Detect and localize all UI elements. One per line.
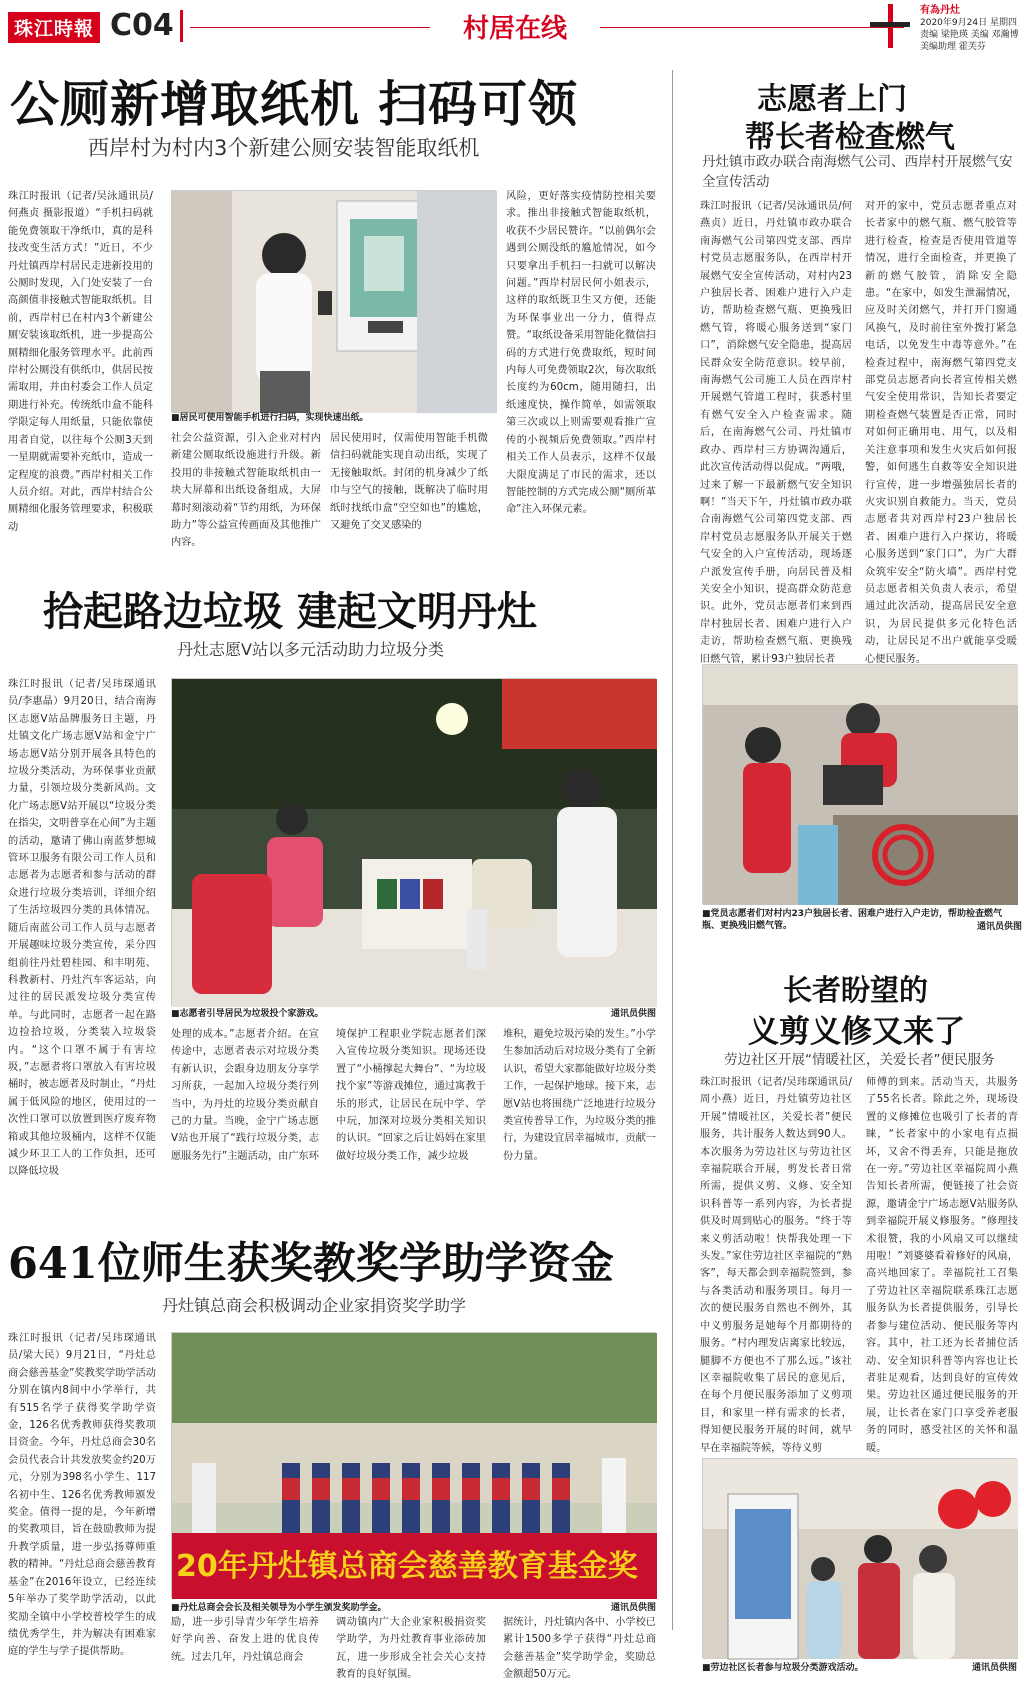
story1-column-4: 风险，更好落实疫情防控相关要求。推出非接触式智能取纸机，收获不少居民赞许。“以前偶尔会遇到公厕没纸的尴尬情况，如今只要拿出手机扫一扫就可以解决问题。”西岸村居民何小姐表示，这样的取纸既卫生又方便，还能为环保事业出一分力，值得点赞。“取纸设备采用智能化微信扫码的方式进行免费取纸，短时间内每人可免费领取2次，每次取纸长度约为60cm，随用随扫，出纸速度快，操作简单，如需领取第三次或以上则需要观看推广宣传的小视频后免费领取。”西岸村相关工作人员表示，这样不仅最大限度满足了市民的需求，还以智能控制的方式完成公厕“厕所革命”注入环保元素。	[506, 191, 656, 516]
story2-column-1: 珠江时报讯（记者/吴泳通讯员/何燕贞）近日，丹灶镇市政办联合南海燃气公司第四党支部、西岸村党员志愿服务队，在西岸村开展燃气安全宣传活动，对村内23户独居长者、困难户进行入户走访，帮助检查燃气瓶、更换残旧燃气管，将暖心服务送到“家门口”，消除燃气安全隐患，提高居民群众安全防范意识。较早前，南海燃气公司施工人员在西岸村开展燃气管道工程时，获悉村里有燃气安全入户检查需求。随后，在南海燃气公司、丹灶镇市政办、西岸村三方协调沟通后，此次宣传活动得以促成。“两哦，过来了解一下最新燃气安全知识啊！”当天下午，丹灶镇市政办联合南海燃气公司第四党支部、西岸村党员志愿服务队开展关于燃气安全的入户宣传活动，现场逐户派发宣传手册，向居民普及相关安全小知识，提高群众防范意识。此外，党员志愿者们来到西岸村独居长者、困难户进行入户走访，帮助检查燃气瓶、更换残旧燃气管，累计93户独居长者	[700, 201, 852, 665]
story5-column-2: 励，进一步引导青少年学生培养好学向善、奋发上进的优良传统。过去几年，丹灶镇总商会	[171, 1617, 319, 1663]
story5-subtitle: 丹灶镇总商会积极调动企业家捐资奖学助学	[162, 1296, 467, 1315]
story3-column-3: 境保护工程职业学院志愿者们深入宣传垃圾分类知识。现场还设置了“小桶撑起大舞台”、“为垃圾找个家”等游戏摊位，通过寓教于乐的形式，让居民在玩中学、学中玩，加深对垃圾分类相关知识的认识。“回家之后让妈妈在家里做好垃圾分类工作，减少垃圾	[336, 1029, 486, 1162]
story5-column-1: 珠江时报讯（记者/吴玮琛通讯员/梁大民）9月21日，“丹灶总商会慈善基金”奖教奖学助学活动分别在镇内8间中小学举行，共有515名学子获得奖学助学资金，126名优秀教师获得奖教项目资金。今年，丹灶总商会30名会员代表合计共发放奖金约20万元，分别为398名小学生、117名初中生、126名优秀教师颁发奖金。值得一提的是，今年新增的奖教项目，旨在鼓励教师为提升教学质量，进一步弘扬尊师重教的精神。“丹灶总商会慈善教育基金”在2016年设立，已经连续5年举办了奖学助学活动，以此奖励全镇中小学校普校学生的成绩优秀学生，并为解决有困难家庭的学生与学子提供帮助。	[8, 1333, 156, 1658]
story5-column-3: 调动镇内广大企业家积极捐资奖学助学，为丹灶教育事业添砖加瓦，进一步形成全社会关心支持教育的良好氛围。	[336, 1617, 486, 1681]
divider	[180, 10, 183, 42]
story1-photo-caption: ■居民可使用智能手机进行扫码，实现快速出纸。	[171, 413, 369, 423]
story4-subtitle: 劳边社区开展“情暖社区，关爱长者”便民服务	[724, 1052, 995, 1068]
story4-title-line1: 长者盼望的	[783, 973, 929, 1007]
brand-label: 有為丹灶	[920, 5, 960, 16]
masthead	[0, 0, 1024, 52]
story1-subtitle: 西岸村为村内3个新建公厕安装智能取纸机	[88, 136, 480, 160]
story2-photo-credit: 通讯员供图	[976, 922, 1022, 932]
story3-column-1: 珠江时报讯（记者/吴玮琛通讯员/李惠晶）9月20日，结合南海区志愿V站品牌服务日主题，丹灶镇文化广场志愿V站和金宁广场志愿V站分别开展各具特色的垃圾分类活动，为环保事业贡献力量，引领垃圾分类新风尚。文化广场志愿V站开展以“垃圾分类在指尖，文明普享在心间”为主题的活动，邀请了佛山南蓝梦想城管环卫服务有限公司工作人员和志愿者为志愿者和参与活动的群众进行垃圾分类培训，详细介绍了生活垃圾四分类的具体情况。随后南蓝公司工作人员与志愿者开展趣味垃圾分类宣传，采分四组前往丹灶碧桂园、和丰明苑、科教新村、丹灶汽车客运站，向过往的居民派发垃圾分类宣传单。与此同时，志愿者一起在路边捡拾垃圾，分类装入垃圾袋内。“这个口罩不属于有害垃圾，”志愿者将口罩放入有害垃圾桶时，被志愿者及时制止，“丹灶属于低风险的地区，使用过的一次性口罩可以放置到医疗废弃物箱或其他垃圾桶内，这样不仅能减少环卫工人的工作负担，还可以降低垃圾	[8, 679, 156, 1178]
dandong-emblem-icon	[870, 4, 910, 48]
issue-meta	[920, 5, 1024, 53]
story4-photo	[702, 1458, 1017, 1658]
story3-title: 拾起路边垃圾 建起文明丹灶	[43, 588, 537, 635]
story2-column-2: 对开的家中，党员志愿者重点对长者家中的燃气瓶、燃气胶管等进行检查，检查是否使用管道等情况，进行全面检查，并更换了新的燃气胶管，消除安全隐患。“在家中，如发生泄漏情况，应及时关闭燃气，并打开门窗通风换气，及时前往室外拨打紧急电话，以免发生中毒等意外。”在检查过程中，南海燃气第四党支部党员志愿者向长者宣传相关燃气安全使用常识，告知长者要定期检查燃气装置是否正常，同时对如何正确用电、用气，以及相关注意事项和发生火灾后如何报警，如何逃生自救等安全知识进行宣传，进一步增强独居长者的火灾识别自救能力。当天，党员志愿者共对西岸村23户独居长者、困难户进行入户探访，将暖心服务送到“家门口”，为广大群众筑牢安全“防火墙”。西岸村党员志愿者相关负责人表示，希望通过此次活动，提高居民安全意识，为居民提供多元化特色活动，让居民足不出户就能享受暖心便民服务。	[865, 201, 1017, 665]
story2-caption-text: ■党员志愿者们对村内23户独居长者、困难户进行入户走访，帮助检查燃气瓶、更换残旧燃气管。	[702, 909, 1003, 931]
story5-photo-caption	[171, 1602, 656, 1614]
story3-photo-credit: 通讯员供图	[610, 1009, 656, 1019]
issue-date: 2020年9月24日 星期四	[920, 18, 1017, 28]
column-divider	[672, 70, 673, 1630]
story4-column-2: 师傅的到来。活动当天，共服务了55名长者。除此之外，现场设置的义修摊位也吸引了长者的青睐，“长者家中的小家电有点损坏，又舍不得丢弃，只能是拖放在一旁。”劳边社区幸福院周小燕告知长者所需，便链接了社会资源，邀请金宁广场志愿V站服务队到幸福院开展义修服务。“修理技术很赞，我的小风扇又可以继续用啦！”刘婆婆看着修好的风扇，高兴地回家了。幸福院社工召集了劳边社区幸福院联系珠江志愿服务队为长者提供服务，引导长者参与建位活动、便民服务等内容。其中，社工还为长者捕位活动、安全知识科普等内容也让长者驻足观看，达到良好的宣传效果。劳边社区通过便民服务的开展，让长者在家门口享受养老服务的同时，感受社区的关怀和温暖。	[866, 1077, 1018, 1454]
story4-title-line2: 义剪义修又来了	[748, 1014, 965, 1050]
section-title: 村居在线	[430, 8, 600, 45]
editors: 责编 梁艳瑛 美编 邓瀚博	[920, 30, 1019, 40]
story1-column-3: 居民使用时，仅需使用智能手机微信扫码就能实现自动出纸，实现了无接触取纸。封闭的机身减少了纸巾与空气的接触，既解决了临时用纸时找纸巾盒“空空如也”的尴尬，又避免了交叉感染的	[330, 433, 488, 532]
story2-photo	[702, 664, 1017, 904]
story2-title-line2: 帮长者检查燃气	[745, 120, 955, 155]
story4-caption-text: ■劳边社区长者参与垃圾分类游戏活动。	[702, 1663, 864, 1673]
story4-photo-credit: 通讯员供图	[971, 1663, 1017, 1673]
story5-photo-credit: 通讯员供图	[610, 1603, 656, 1613]
story3-subtitle: 丹灶志愿V站以多元活动助力垃圾分类	[177, 640, 444, 659]
page-number: C04	[110, 8, 174, 43]
story3-photo	[171, 678, 656, 1006]
story3-column-2: 处理的成本。”志愿者介绍。在宣传途中，志愿者表示对垃圾分类有新认识，会跟身边朋友分享学习所获，一起加入垃圾分类行列当中，为丹灶的垃圾分类贡献自己的力量。当晚，金宁广场志愿V站也开展了“践行垃圾分类，志愿服务先行”主题活动，由广东环	[171, 1029, 319, 1162]
story5-caption-text: ■丹灶总商会会长及相关领导为小学生颁发奖助学金。	[171, 1603, 387, 1613]
story1-column-2: 社会公益资源，引入企业对村内新建公厕取纸设施进行升级。新投用的非接触式智能取纸机由一块大屏幕和出纸设备组成，大屏幕时刻滚动着“节约用纸，为环保助力”等公益宣传画面及其他推广内容。	[171, 433, 321, 549]
story1-title: 公厕新增取纸机 扫码可领	[10, 75, 579, 133]
story4-column-1: 珠江时报讯（记者/吴玮琛通讯员/周小燕）近日，丹灶镇劳边社区开展“情暖社区，关爱长者”便民服务，共计服务人数达到90人。本次服务为劳边社区与劳边社区幸福院联合开展，剪发长者日常所需，提供义剪、义修、安全知识科普等一系列内容，为长者提供及时周到贴心的服务。“终于等来义剪活动啦！快帮我处理一下头发。”家住劳边社区幸福院的“熟客”，每天都会到幸福院签到，参与各类活动和服务项目。每月一次的便民服务自然也不例外，其中义剪服务是她每个月都期待的服务。“村内理发店离家比较远，腿脚不方便也不了那么远。”该社区幸福院收集了居民的意见后，在每个月便民服务添加了义剪项目，和家里一样有需求的长者，得知便民服务开展的时间，就早早在幸福院等候，等待义剪	[700, 1077, 852, 1454]
story5-banner: 20年丹灶镇总商会慈善教育基金奖	[176, 1549, 638, 1584]
story1-photo	[171, 190, 496, 412]
story3-photo-caption	[171, 1008, 656, 1020]
newspaper-logo: 珠江時報	[8, 12, 100, 43]
story2-subtitle: 丹灶镇市政办联合南海燃气公司、西岸村开展燃气安全宣传活动	[702, 154, 1013, 190]
story3-column-4: 堆积，避免垃圾污染的发生。”小学生参加活动后对垃圾分类有了全新认识，希望大家都能做好垃圾分类工作，一起保护地球。接下来，志愿V站也将围绕广泛地进行垃圾分类宣传普导工作，为垃圾分类的推行，为建设宜居幸福城市，贡献一份力量。	[503, 1029, 656, 1162]
assistant-editor: 美编助理 霍芙芬	[920, 42, 986, 52]
story3-caption-text: ■志愿者引导居民为垃圾投个家游戏。	[171, 1009, 324, 1019]
story1-column-1: 珠江时报讯（记者/吴泳通讯员/何燕贞 摄影报道）“手机扫码就能免费领取干净纸巾，真的是科技改变生活方式！”近日，不少丹灶镇西岸村居民走进新投用的公厕时发现，入门处安装了一台高颜值非接触式智能取纸机。目前，西岸村已在村内3个新建公厕安装该取纸机，进一步提高公厕精细化服务管理水平。此前西岸村公厕没有供纸巾，供居民按需取用，并由村委会工作人员定期进行补充。传统纸巾盒不能科学限定每人用纸量，只能依靠使用者自觉，以往每个公厕3天到一星期就需要补充纸巾，造成一定程度的浪费。”西岸村相关工作人员介绍。对此，西岸村结合公厕精细化服务管理要求，积极联动	[8, 191, 153, 533]
story5-photo	[171, 1332, 656, 1598]
story4-photo-caption	[702, 1662, 1017, 1674]
story5-column-4: 据统计，丹灶镇内各中、小学校已累计1500多学子获得“丹灶总商会慈善基金”奖学助学金，奖励总金额超50万元。	[503, 1617, 656, 1681]
story5-title: 641位师生获奖教奖学助学资金	[8, 1239, 614, 1289]
story2-title-line1: 志愿者上门	[757, 82, 907, 117]
